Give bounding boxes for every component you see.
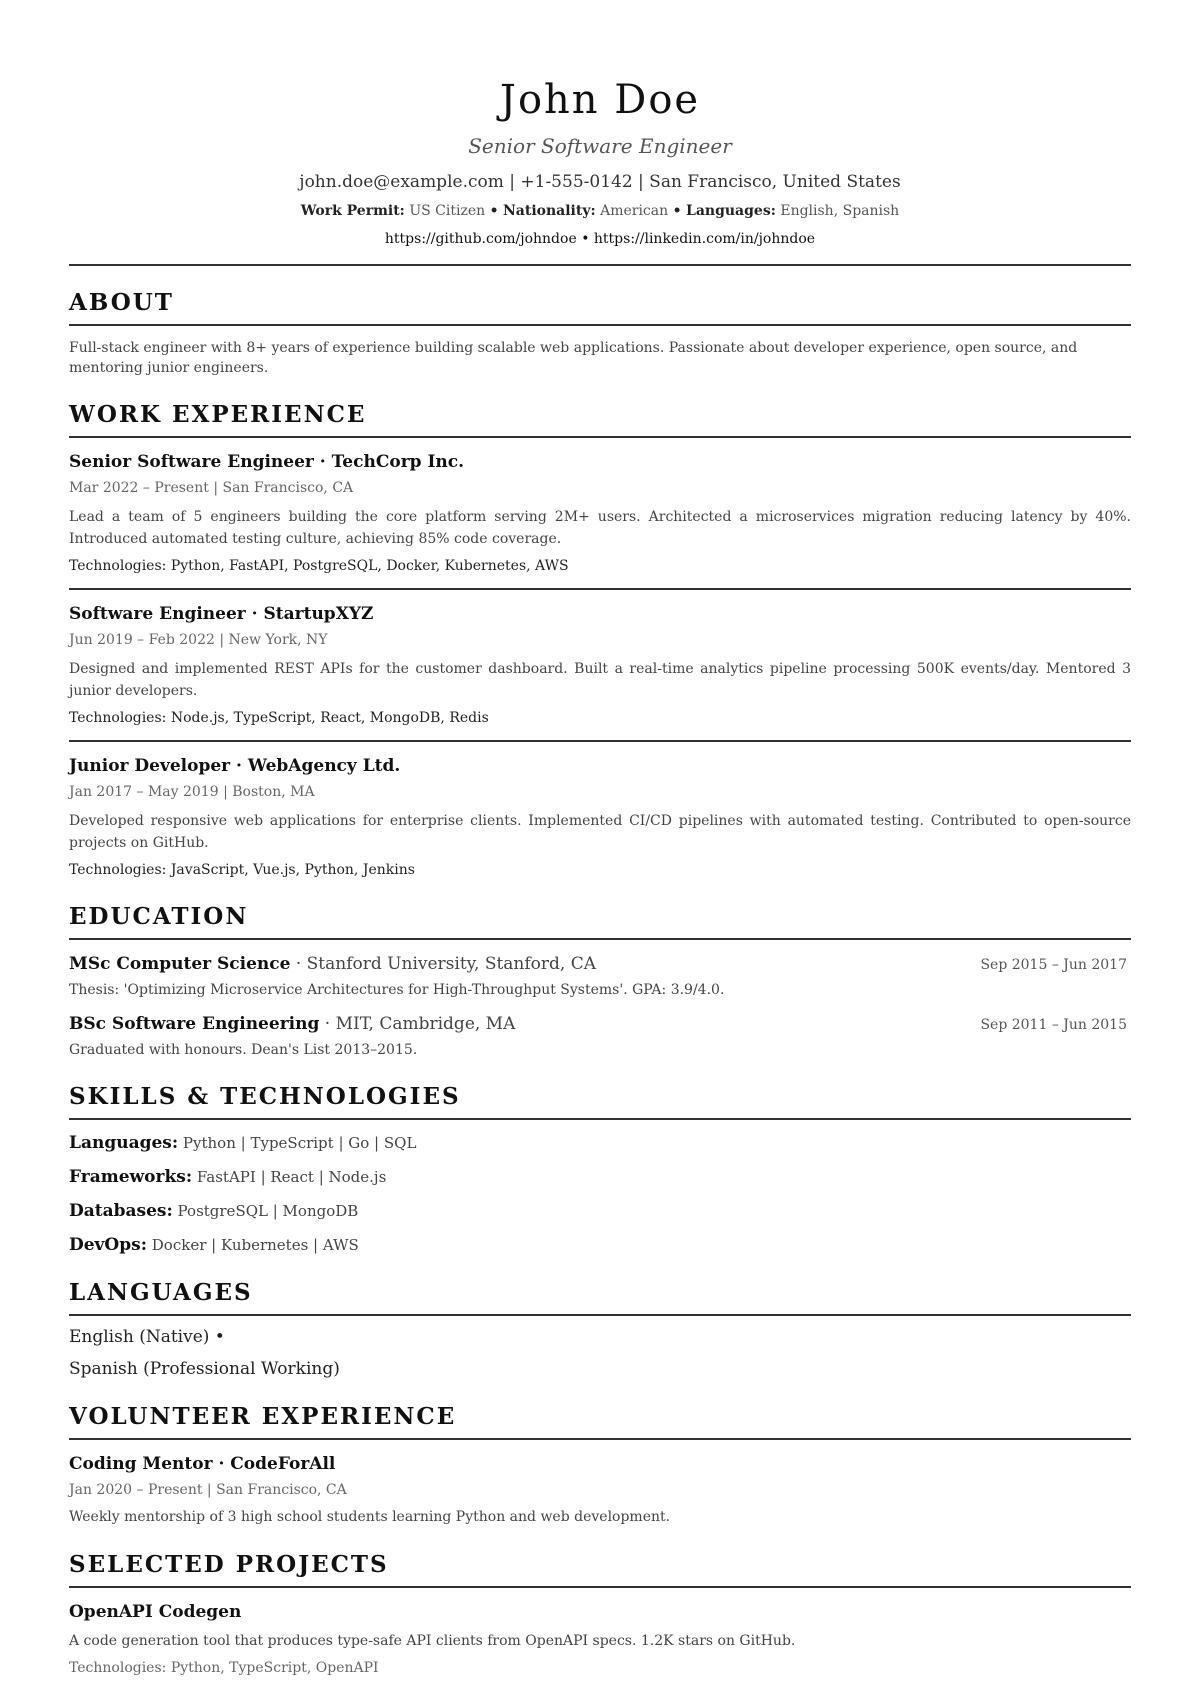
job-meta: Jan 2017 – May 2019 | Boston, MA [69, 784, 315, 800]
about-heading: ABOUT [69, 266, 1131, 326]
skills-heading: SKILLS & TECHNOLOGIES [69, 1060, 1131, 1120]
skill-group-label: Frameworks: [69, 1167, 193, 1187]
languages-value: English, Spanish [780, 203, 900, 219]
nationality-label: Nationality: [502, 203, 596, 219]
skill-group [69, 1200, 1131, 1222]
skill-group-label: Languages: [69, 1133, 179, 1153]
separator: • [489, 203, 499, 219]
job-entry [69, 438, 1131, 588]
education-entry [69, 940, 1131, 1000]
job-technologies: Technologies: Node.js, TypeScript, React, MongoDB, Redis [69, 710, 489, 726]
work-permit-label: Work Permit: [300, 203, 405, 219]
degree-name: BSc Software Engineering [69, 1014, 320, 1034]
skill-group-label: DevOps: [69, 1235, 147, 1255]
school-name: · Stanford University, Stanford, CA [290, 954, 597, 974]
work-permit-value: US Citizen [409, 203, 486, 219]
job-entry [69, 740, 1131, 880]
languages-label: Languages: [686, 203, 776, 219]
volunteer-description: Weekly mentorship of 3 high school students learning Python and web development. [69, 1509, 671, 1525]
volunteer-title: Coding Mentor · CodeForAll [69, 1454, 336, 1474]
work-experience-heading: WORK EXPERIENCE [69, 378, 1131, 438]
languages-heading: LANGUAGES [69, 1256, 1131, 1316]
skills-section [69, 1060, 1131, 1256]
job-title: Junior Developer · WebAgency Ltd. [69, 756, 401, 776]
education-entry [69, 1000, 1131, 1060]
linkedin-link[interactable]: https://linkedin.com/in/johndoe [593, 231, 816, 247]
volunteer-section [69, 1380, 1131, 1528]
resume-header [69, 0, 1131, 250]
projects-heading: SELECTED PROJECTS [69, 1528, 1131, 1588]
separator: • [581, 231, 590, 247]
education-section [69, 880, 1131, 1060]
project-title: OpenAPI Codegen [69, 1602, 242, 1622]
education-heading: EDUCATION [69, 880, 1131, 940]
skill-group [69, 1166, 1131, 1188]
education-note: Graduated with honours. Dean's List 2013–2015. [69, 1042, 418, 1058]
job-title: Software Engineer · StartupXYZ [69, 604, 374, 624]
degree-name: MSc Computer Science [69, 954, 291, 974]
job-technologies: Technologies: Python, FastAPI, PostgreSQL, Docker, Kubernetes, AWS [69, 558, 569, 574]
education-dates: Sep 2011 – Jun 2015 [980, 1017, 1127, 1033]
language-item: English (Native) • [69, 1327, 225, 1347]
candidate-name: John Doe [499, 77, 701, 123]
languages-section [69, 1256, 1131, 1380]
about-section [69, 266, 1131, 378]
skill-group [69, 1234, 1131, 1256]
job-description: Lead a team of 5 engineers building the core platform serving 2M+ users. Architected a microservices migration reducing latency by 40%. Introduced automated testing culture, achieving 85% code coverage. [69, 509, 1131, 547]
school-name: · MIT, Cambridge, MA [319, 1014, 516, 1034]
job-technologies: Technologies: JavaScript, Vue.js, Python, Jenkins [69, 862, 415, 878]
job-meta: Jun 2019 – Feb 2022 | New York, NY [69, 632, 328, 648]
work-experience-section [69, 378, 1131, 880]
skill-group-items: Python | TypeScript | Go | SQL [182, 1134, 417, 1152]
contact-line: john.doe@example.com | +1-555-0142 | San Francisco, United States [299, 172, 901, 192]
candidate-title: Senior Software Engineer [468, 134, 732, 158]
skill-group-items: Docker | Kubernetes | AWS [151, 1236, 359, 1254]
job-entry [69, 588, 1131, 740]
job-description: Developed responsive web applications for enterprise clients. Implemented CI/CD pipelines with automated testing. Contributed to open-source projects on GitHub. [69, 813, 1131, 851]
skill-group-label: Databases: [69, 1201, 173, 1221]
nationality-value: American [600, 203, 669, 219]
volunteer-heading: VOLUNTEER EXPERIENCE [69, 1380, 1131, 1440]
github-link[interactable]: https://github.com/johndoe [384, 231, 577, 247]
personal-details [69, 200, 1131, 222]
education-dates: Sep 2015 – Jun 2017 [980, 957, 1127, 973]
job-meta: Mar 2022 – Present | San Francisco, CA [69, 480, 354, 496]
projects-section [69, 1528, 1131, 1678]
education-note: Thesis: 'Optimizing Microservice Architectures for High-Throughput Systems'. GPA: 3.9/4.0. [69, 982, 725, 998]
job-description: Designed and implemented REST APIs for the customer dashboard. Built a real-time analytics pipeline processing 500K events/day. Mentored 3 junior developers. [69, 661, 1131, 699]
volunteer-meta: Jan 2020 – Present | San Francisco, CA [69, 1482, 347, 1498]
project-description: A code generation tool that produces type-safe API clients from OpenAPI specs. 1.2K stars on GitHub. [69, 1633, 796, 1649]
skill-group-items: FastAPI | React | Node.js [196, 1168, 387, 1186]
profile-links [69, 228, 1131, 250]
skill-group [69, 1132, 1131, 1154]
project-technologies: Technologies: Python, TypeScript, OpenAPI [69, 1660, 379, 1676]
about-text: Full-stack engineer with 8+ years of experience building scalable web applications. Passionate about developer experience, open source, and mentoring junior engineers. [69, 340, 1078, 376]
job-title: Senior Software Engineer · TechCorp Inc. [69, 452, 465, 472]
skill-group-items: PostgreSQL | MongoDB [177, 1202, 359, 1220]
separator: • [672, 203, 682, 219]
language-item: Spanish (Professional Working) [69, 1359, 340, 1379]
